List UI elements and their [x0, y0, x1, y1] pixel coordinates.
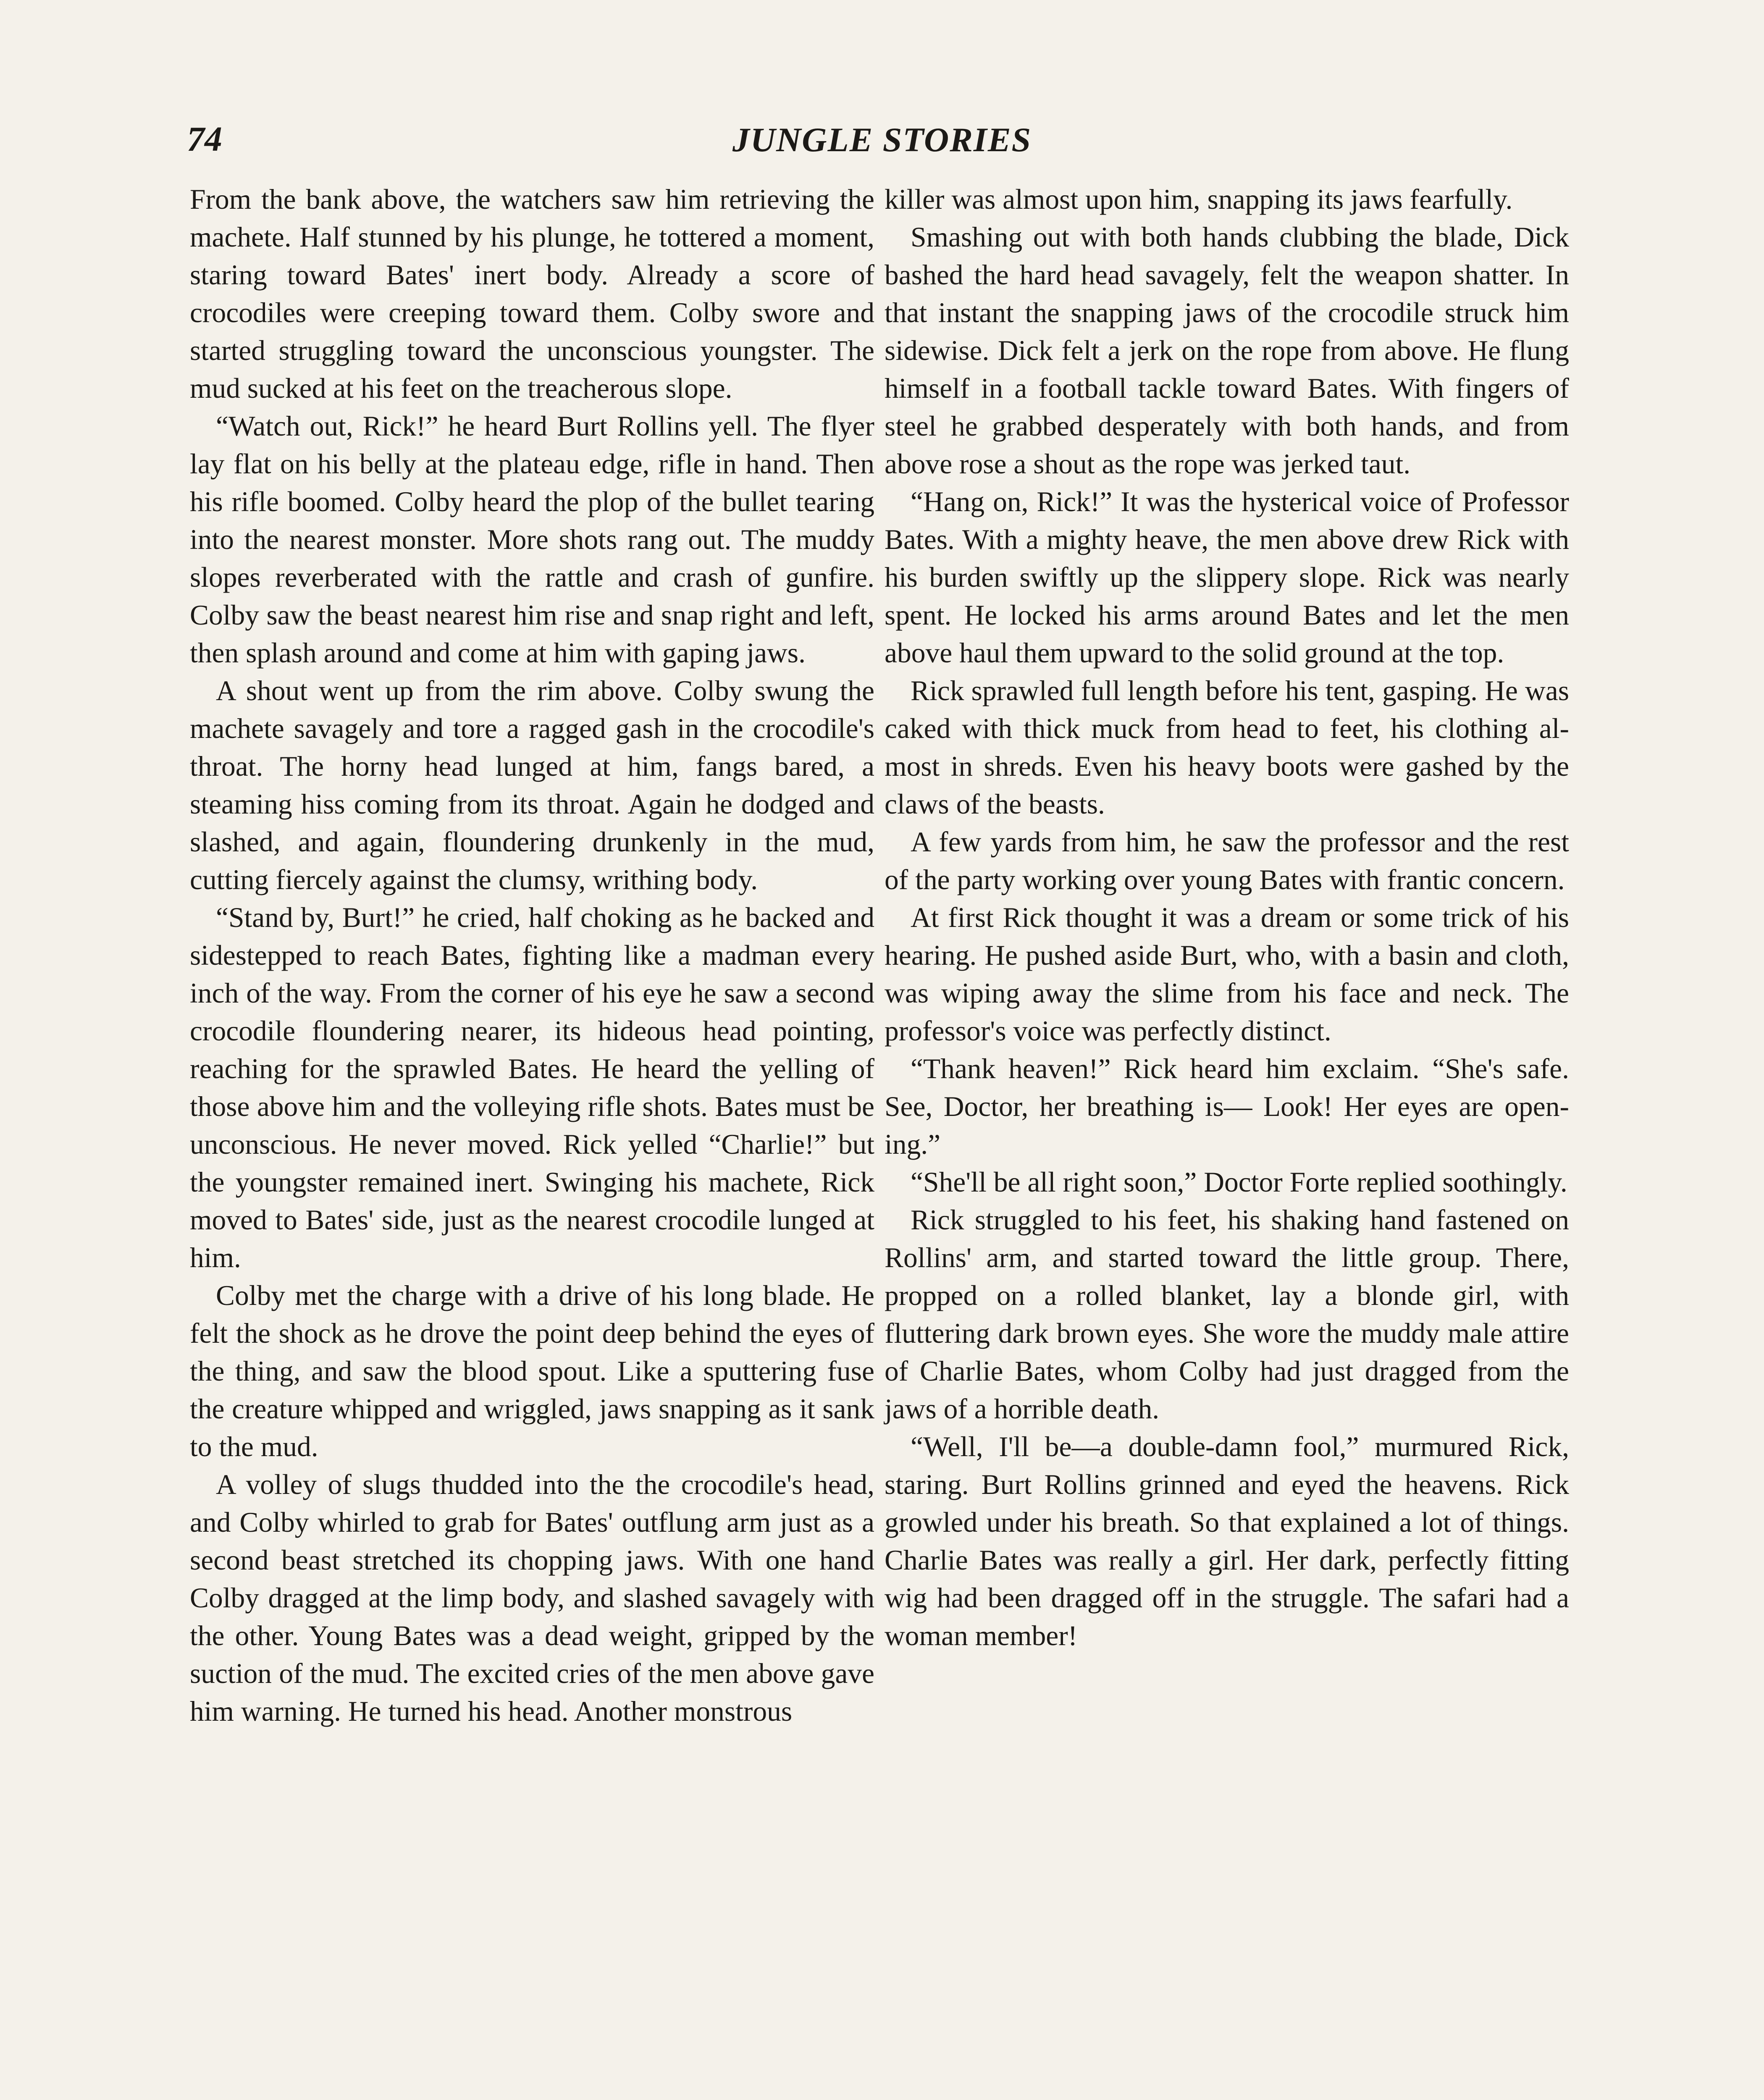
- right-column: [885, 181, 1569, 1655]
- paragraph: “Watch out, Rick!” he heard Burt Rollins yell. The flyer lay flat on his belly at the plateau edge, rifle in hand. Then his rifle boomed. Colby heard the plop of the bullet tearing into the nearest monster. More shots rang out. The muddy slopes reverberated with the rattle and crash of gunfire. Colby saw the beast nearest him rise and snap right and left, then splash around and come at him with gaping jaws.: [190, 410, 874, 669]
- paragraph: A volley of slugs thudded into the the crocodile's head, and Colby whirled to grab for Bates' outflung arm just as a second beast stretched its chopping jaws. With one hand Colby dragged at the limp body, and slashed savagely with the other. Young Bates was a dead weight, gripped by the suction of the mud. The excited cries of the men above gave him warning. He turned his head. Another monstrous: [190, 1469, 874, 1727]
- paragraph: From the bank above, the watchers saw him retrieving the machete. Half stunned by his plunge, he tottered a moment, staring toward Bates' inert body. Already a score of crocodiles were creeping toward them. Colby swore and started struggling toward the unconscious youngster. The mud sucked at his feet on the treacherous slope.: [190, 184, 874, 404]
- paragraph: A shout went up from the rim above. Colby swung the machete savagely and tore a ragged gash in the crocodile's throat. The horny head lunged at him, fangs bared, a steaming hiss coming from its throat. Again he dodged and slashed, and again, floundering drunkenly in the mud, cutting fiercely against the clumsy, writhing body.: [190, 675, 874, 895]
- paragraph: “She'll be all right soon,” Doctor Forte replied soothingly.: [911, 1166, 1567, 1198]
- paragraph: “Stand by, Burt!” he cried, half choking as he backed and sidestepped to reach Bates, fighting like a madman every inch of the way. From the corner of his eye he saw a second crocodile floundering nearer, its hideous head pointing, reaching for the sprawled Bates. He heard the yelling of those above him and the volleying rifle shots. Bates must be unconscious. He never moved. Rick yelled “Charlie!” but the youngster remained inert. Swinging his machete, Rick moved to Bates' side, just as the nearest crocodile lunged at him.: [190, 902, 874, 1273]
- paragraph: Rick struggled to his feet, his shaking hand fastened on Rollins' arm, and started toward the little group. There, propped on a rolled blanket, lay a blonde girl, with fluttering dark brown eyes. She wore the muddy male attire of Charlie Bates, whom Colby had just dragged from the jaws of a horrible death.: [885, 1204, 1569, 1425]
- running-title: JUNGLE STORIES: [732, 121, 1032, 159]
- paragraph: Smashing out with both hands clubbing the blade, Dick bashed the hard head savagely, felt the weapon shatter. In that instant the snapping jaws of the crocodile struck him sidewise. Dick felt a jerk on the rope from above. He flung himself in a football tackle toward Bates. With fingers of steel he grabbed desperately with both hands, and from above rose a shout as the rope was jerked taut.: [885, 221, 1569, 480]
- paragraph: At first Rick thought it was a dream or some trick of his hearing. He pushed aside Burt, who, with a basin and cloth, was wiping away the slime from his face and neck. The professor's voice was perfectly distinct.: [885, 902, 1569, 1047]
- page-number: 74: [187, 120, 222, 159]
- paragraph: “Well, I'll be—a double-damn fool,” murmured Rick, staring. Burt Rollins grinned and eyed the heavens. Rick growled under his breath. So that explained a lot of things. Charlie Bates was really a girl. Her dark, perfectly fitting wig had been dragged off in the struggle. The safari had a woman member!: [885, 1431, 1569, 1651]
- paragraph: killer was almost upon him, snapping its jaws fearfully.: [885, 184, 1513, 215]
- paragraph: Colby met the charge with a drive of his long blade. He felt the shock as he drove the point deep behind the eyes of the thing, and saw the blood spout. Like a sputtering fuse the creature whipped and wriggled, jaws snapping as it sank to the mud.: [190, 1280, 874, 1462]
- paragraph: “Hang on, Rick!” It was the hysterical voice of Professor Bates. With a mighty heave, the men above drew Rick with his burden swiftly up the slippery slope. Rick was nearly spent. He locked his arms around Bates and let the men above haul them upward to the solid ground at the top.: [885, 486, 1569, 669]
- left-column: [190, 181, 874, 1730]
- paragraph: “Thank heaven!” Rick heard him exclaim. “She's safe. See, Doctor, her breathing is— Look! Her eyes are opening.”: [885, 1053, 1569, 1160]
- paragraph: Rick sprawled full length before his tent, gasping. He was caked with thick muck from head to feet, his clothing almost in shreds. Even his heavy boots were gashed by the claws of the beasts.: [885, 675, 1569, 820]
- paragraph: A few yards from him, he saw the professor and the rest of the party working over young Bates with frantic concern.: [885, 826, 1569, 895]
